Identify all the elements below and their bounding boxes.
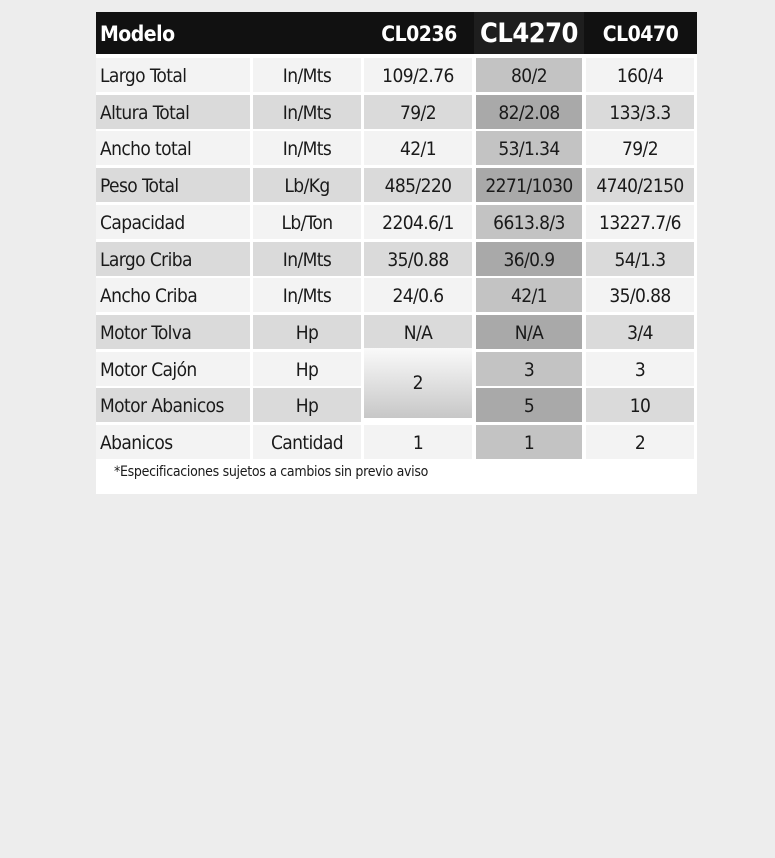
table-cell-v1: 485/220 [364,168,472,202]
table-cell-unit: Hp [253,388,361,422]
table-cell-v3: 54/1.3 [586,242,694,276]
table-cell-unit: Cantidad [253,425,361,459]
table-cell-v3: 3 [586,352,694,386]
table-cell-v2: 1 [476,425,582,459]
table-cell-v2: 5 [476,388,582,422]
table-cell-unit: In/Mts [253,242,361,276]
table-cell-v2: 2271/1030 [476,168,582,202]
table-cell-v3: 79/2 [586,131,694,165]
table-cell-v3: 3/4 [586,315,694,349]
table-cell-label: Peso Total [96,168,250,202]
table-cell-unit: In/Mts [253,95,361,129]
table-cell-label: Abanicos [96,425,250,459]
header-title: Modelo [100,22,175,46]
table-cell-label: Largo Criba [96,242,250,276]
header-model-1: CL0236 [381,22,457,46]
table-cell-v3: 133/3.3 [586,95,694,129]
table-cell-v1: 2204.6/1 [364,205,472,239]
table-cell-v2: 53/1.34 [476,131,582,165]
table-cell-v3: 160/4 [586,58,694,92]
table-cell-label: Motor Abanicos [96,388,250,422]
table-cell-v2: 80/2 [476,58,582,92]
table-cell-label: Motor Tolva [96,315,250,349]
table-cell-v1: 109/2.76 [364,58,472,92]
header-model-3: CL0470 [602,22,679,46]
table-cell-label: Motor Cajón [96,352,250,386]
footnote: *Especificaciones sujetos a cambios sin previo aviso [114,464,429,480]
table-cell-unit: Lb/Kg [253,168,361,202]
table-cell-v2: 36/0.9 [476,242,582,276]
table-cell-v1: 42/1 [364,131,472,165]
table-cell-unit: Hp [253,315,361,349]
table-cell-label: Capacidad [96,205,250,239]
table-cell-v1: N/A [364,315,472,349]
table-cell-v3: 13227.7/6 [586,205,694,239]
table-cell-unit: In/Mts [253,58,361,92]
table-cell-v2: 6613.8/3 [476,205,582,239]
table-cell-v2: 42/1 [476,278,582,312]
table-cell-v2: N/A [476,315,582,349]
table-cell-v3: 35/0.88 [586,278,694,312]
table-cell-label: Ancho Criba [96,278,250,312]
table-cell-v3: 2 [586,425,694,459]
table-cell-v2: 3 [476,352,582,386]
table-cell-v2: 82/2.08 [476,95,582,129]
table-cell-unit: Hp [253,352,361,386]
table-cell-unit: Lb/Ton [253,205,361,239]
table-cell-v3: 4740/2150 [586,168,694,202]
table-header [96,12,697,54]
table-cell-label: Largo Total [96,58,250,92]
table-cell-unit: In/Mts [253,131,361,165]
table-cell-label: Altura Total [96,95,250,129]
table-cell-v1: 35/0.88 [364,242,472,276]
spec-table [96,12,697,494]
table-cell-v1: 24/0.6 [364,278,472,312]
table-cell-v3: 10 [586,388,694,422]
header-model-2: CL4270 [474,12,584,54]
merged-motor-value: 2 [364,348,472,418]
table-cell-unit: In/Mts [253,278,361,312]
table-cell-v1: 79/2 [364,95,472,129]
table-cell-label: Ancho total [96,131,250,165]
table-cell-v1: 1 [364,425,472,459]
